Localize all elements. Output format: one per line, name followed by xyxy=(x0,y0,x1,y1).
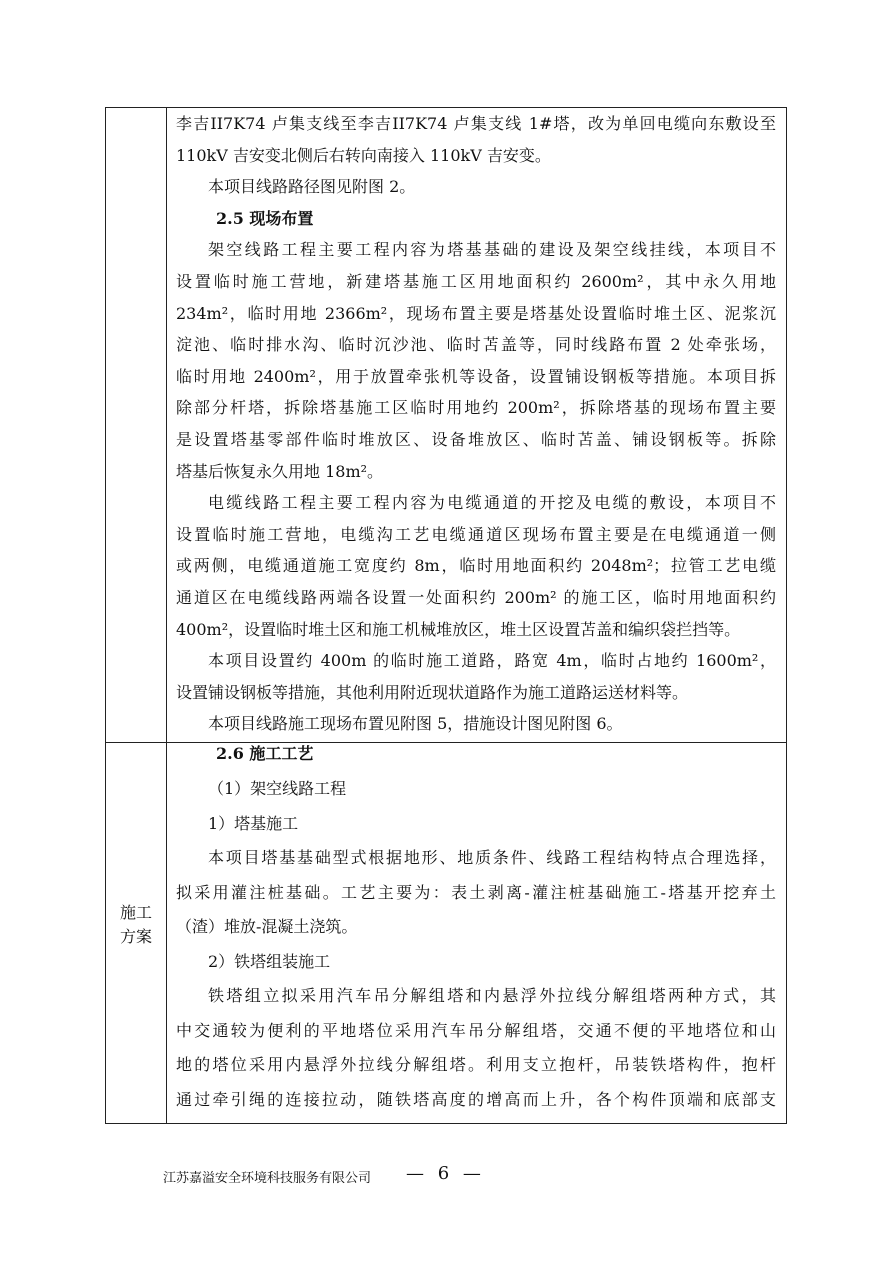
text-line: 铁塔组立拟采用汽车吊分解组塔和内悬浮外拉线分解组塔两种方式，其 xyxy=(208,986,776,1005)
text-line: 李吉II7K74 卢集支线至李吉II7K74 卢集支线 1#塔，改为单回电缆向东敷设至 xyxy=(176,114,776,133)
text-line: 地的塔位采用内悬浮外拉线分解组塔。利用支立抱杆，吊装铁塔构件，抱杆 xyxy=(176,1055,776,1074)
text-line: 通过牵引绳的连接拉动，随铁塔高度的增高而上升，各个构件顶端和底部支 xyxy=(176,1089,776,1109)
section-construction-process xyxy=(176,742,776,1117)
subheading: 2）铁塔组装施工 xyxy=(208,951,331,971)
text-line: （渣）堆放-混凝土浇筑。 xyxy=(176,917,358,936)
text-line: 本项目线路施工现场布置见附图 5，措施设计图见附图 6。 xyxy=(208,714,623,734)
text-line: 或两侧，电缆通道施工宽度约 8m，临时用地面积约 2048m²；拉管工艺电缆 xyxy=(176,556,776,576)
text-line: 中交通较为便利的平地塔位采用汽车吊分解组塔，交通不便的平地塔位和山 xyxy=(176,1020,776,1040)
subheading: （1）架空线路工程 xyxy=(208,779,347,798)
text-line: 400m²，设置临时堆土区和施工机械堆放区，堆土区设置苫盖和编织袋拦挡等。 xyxy=(176,619,741,639)
text-line: 本项目线路路径图见附图 2。 xyxy=(208,177,416,197)
text-line: 架空线路工程主要工程内容为塔基基础的建设及架空线挂线，本项目不 xyxy=(208,240,776,260)
text-line: 本项目设置约 400m 的临时施工道路，路宽 4m，临时占地约 1600m²， xyxy=(208,651,776,671)
row-label-line: 施工 xyxy=(119,903,152,922)
company-name: 江苏嘉溢安全环境科技服务有限公司 xyxy=(163,1171,372,1186)
section-heading: 2.5 现场布置 xyxy=(216,208,314,228)
text-line: 临时用地 2400m²，用于放置牵张机等设备，设置铺设钢板等措施。本项目拆 xyxy=(176,366,776,386)
text-line: 110kV 吉安变北侧后右转向南接入 110kV 吉安变。 xyxy=(176,145,551,165)
text-line: 设置铺设钢板等措施，其他利用附近现状道路作为施工道路运送材料等。 xyxy=(176,682,689,702)
text-line: 拟采用灌注桩基础。工艺主要为：表土剥离-灌注桩基础施工-塔基开挖弃土 xyxy=(176,882,776,902)
text-line: 电缆线路工程主要工程内容为电缆通道的开挖及电缆的敷设，本项目不 xyxy=(208,493,776,513)
column-divider xyxy=(166,108,167,1123)
text-line: 是设置塔基零部件临时堆放区、设备堆放区、临时苫盖、铺设钢板等。拆除 xyxy=(176,429,776,449)
text-line: 通道区在电缆线路两端各设置一处面积约 200m² 的施工区，临时用地面积约 xyxy=(176,587,776,607)
section-site-layout xyxy=(176,108,776,740)
text-line: 塔基后恢复永久用地 18m²。 xyxy=(176,461,384,481)
row-label-construction-plan xyxy=(106,901,166,949)
section-heading: 2.6 施工工艺 xyxy=(216,744,314,763)
subheading: 1）塔基施工 xyxy=(208,813,299,833)
text-line: 淀池、临时排水沟、临时沉沙池、临时苫盖等，同时线路布置 2 处牵张场， xyxy=(176,335,776,355)
row-label-line: 方案 xyxy=(119,927,152,946)
text-line: 设置临时施工营地，新建塔基施工区用地面积约 2600m²，其中永久用地 xyxy=(176,271,776,291)
text-line: 设置临时施工营地，电缆沟工艺电缆通道区现场布置主要是在电缆通道一侧 xyxy=(176,524,776,544)
text-line: 除部分杆塔，拆除塔基施工区临时用地约 200m²，拆除塔基的现场布置主要 xyxy=(176,398,776,418)
page-number: — 6 — xyxy=(406,1163,485,1184)
text-line: 本项目塔基基础型式根据地形、地质条件、线路工程结构特点合理选择， xyxy=(208,848,776,867)
document-table xyxy=(105,107,787,1124)
text-line: 234m²，临时用地 2366m²，现场布置主要是塔基处设置临时堆土区、泥浆沉 xyxy=(176,303,776,323)
